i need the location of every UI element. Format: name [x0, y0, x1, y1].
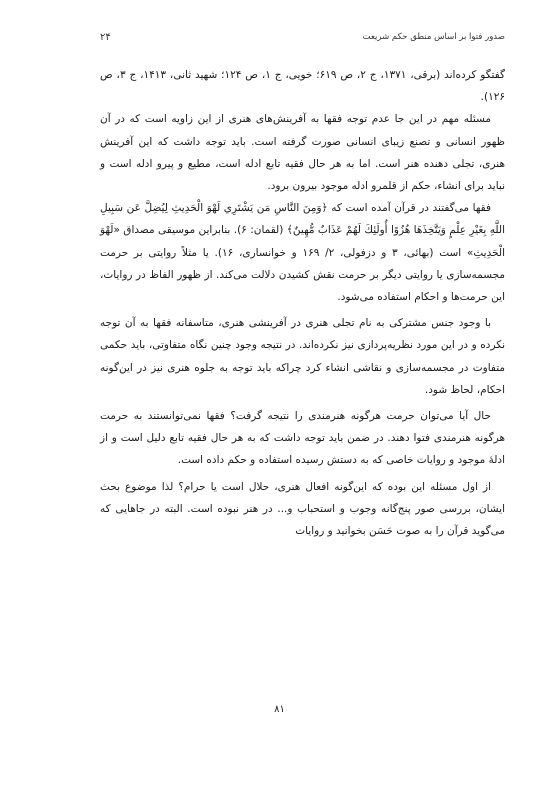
paragraph-continuation: گفتگو کرده‌اند (برقی، ۱۳۷۱، ج ۲، ص ۶۱۹؛ خویی، ج ۱، ص ۱۲۴؛ شهید ثانی، ۱۴۱۳، ج ۳، ص ۱۲۶).: [100, 69, 505, 104]
paragraph: از اول مسئله این بوده که این‌گونه افعال هنری، حلال است یا حرام؟ لذا موضوع بحث ایشان، بررسی صور پنج‌گانه وجوب و استحباب و... در هنر نبوده است. البته در جاهایی که می‌گوید قرآن را به صوت حَسَن بخوانید و روایات: [100, 480, 505, 538]
header-page-number: ۲۴: [100, 31, 111, 43]
paragraph-lead: فقها می‌گفتند در قرآن آمده است که: [331, 202, 491, 215]
paragraph-tail: (لقمان: ۶). بنابراین موسیقی مصداق «لَهْوَ الْحَدِيثِ» است (بهائی، ۳ و دزفولی، ۲/ ۱۶۹ و خوانساری، ۱۶). یا مثلاً روایتی بر حرمت مجسمه‌سازی یا روایتی دیگر بر حرمت نقش کشیدن دلالت می‌کند. از ظهور الفاظ در روایات، این حرمت‌ها و احکام استفاده می‌شود.: [100, 224, 505, 304]
paragraph: با وجود جنس مشترکی به نام تجلی هنری در آفرینشی هنری، متاسفانه فقها به آن توجه نکرده و در این مورد نظریه‌پردازی نیز نکرده‌اند. در نتیجه وجود چنین نگاه متفاوتی، باید حکمی متفاوت در مجسمه‌سازی و نقاشی انشاء کرد چراکه باید توجه به جلوه هنری نیز در این‌گونه احکام، لحاظ شود.: [100, 317, 505, 396]
page-footer: [0, 704, 559, 715]
page-header: [100, 30, 505, 44]
footer-page-number: ۸۱: [274, 704, 285, 715]
body-text: [100, 64, 505, 542]
quran-verse: ﴿وَمِنَ النَّاسِ مَن يَشْتَرِي لَهْوَ الْحَدِيثِ لِيُضِلَّ عَن سَبِيلِ اللَّهِ بِغَيْرِ عِلْمٍ وَيَتَّخِذَهَا هُزُوًا أُولَئِكَ لَهُمْ عَذَابٌ مُّهِينٌ﴾: [100, 202, 505, 237]
running-title: صدور فتوا بر اساس منطق حکم شریعت: [362, 32, 505, 42]
paragraph: حال آیا می‌توان حرمت هرگونه هنرمندی را نتیجه گرفت؟ فقها نمی‌توانستند به حرمت هرگونه هنرمندی فتوا دهند. در ضمن باید توجه داشت که به هر حال فقیه تابع دلیل است و از ادلهٔ موجود و روایات خاصی که به دستش رسیده استفاده و حکم داده است.: [100, 410, 505, 467]
paragraph-quran: [100, 197, 505, 308]
paragraph: مسئله مهم در این جا عدم توجه فقها به آفرینش‌های هنری از این زاویه است که در آن ظهور انسانی و تصنع زیبای انسانی صورت گرفته است. باید توجه داشت که این آفرینش هنری، تجلی دهنده هنر است. اما به هر حال فقیه تابع ادله است، مطیع و پیرو ادله است و نباید برای انشاء، حکم از قلمرو ادله موجود بیرون برود.: [100, 113, 505, 193]
